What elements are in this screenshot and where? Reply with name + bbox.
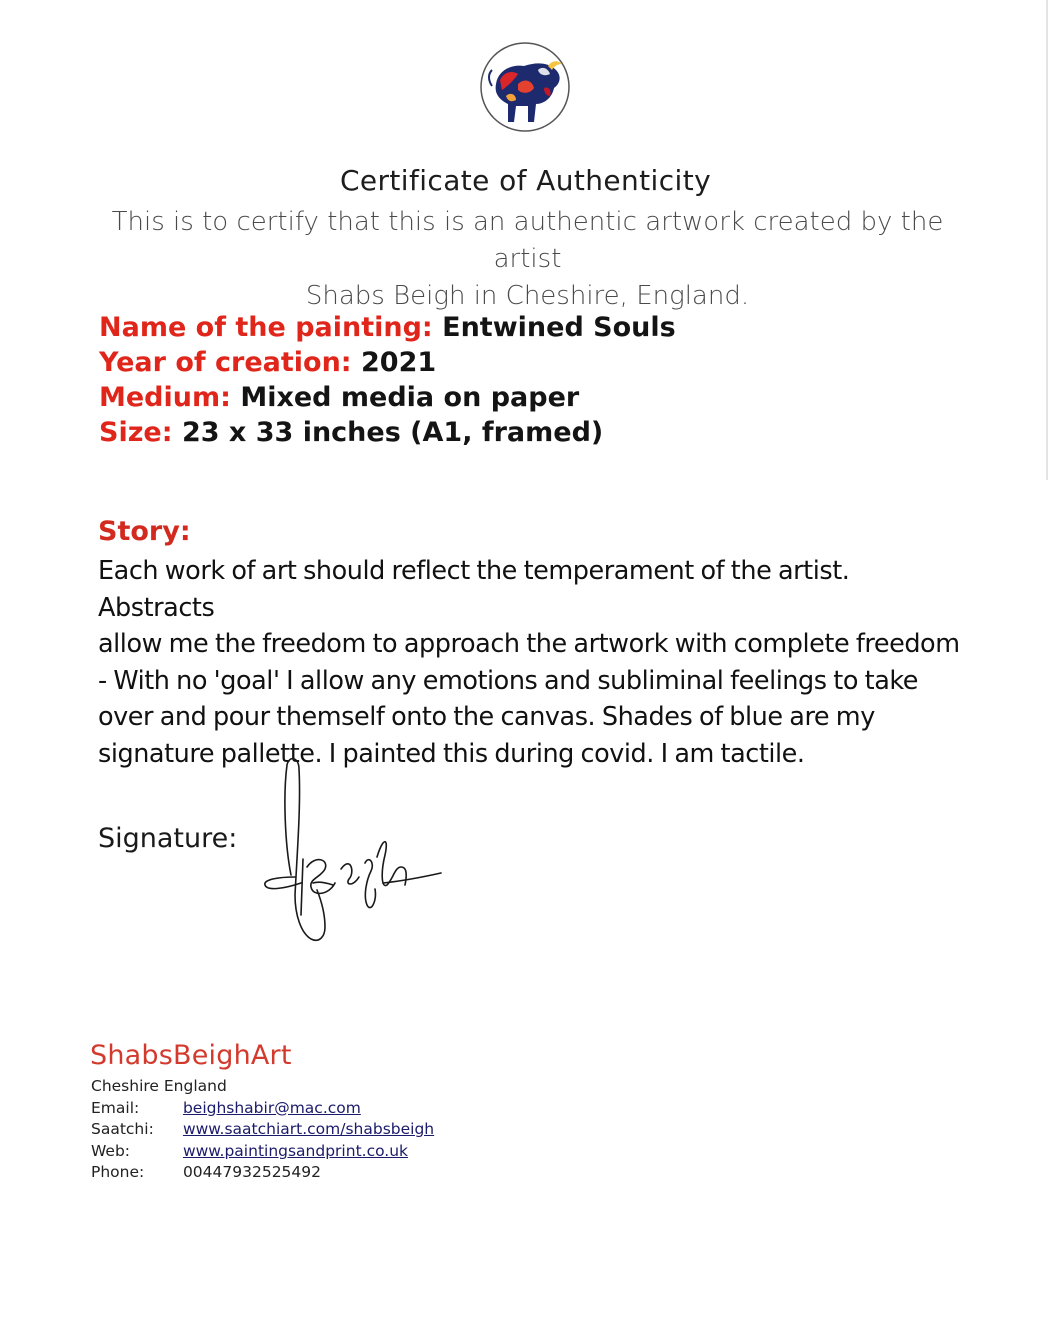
story-line: over and pour themself onto the canvas. Shades of blue are my (98, 702, 875, 733)
certificate-title: Certificate of Authenticity (339, 164, 712, 197)
story-label: Story: (98, 516, 191, 547)
intro-line: Shabs Beigh in Cheshire, England. (305, 281, 750, 311)
story-line: Each work of art should reflect the temperament of the artist. Abstracts (98, 556, 850, 623)
name-value: Entwined Souls (442, 312, 676, 343)
brand-name: ShabsBeighArt (90, 1040, 292, 1071)
bull-logo-icon (478, 40, 572, 134)
detail-row-name (99, 310, 676, 345)
certificate-intro (80, 204, 975, 315)
story-text (98, 553, 968, 773)
email-row (91, 1098, 434, 1120)
email-label: Email: (91, 1098, 140, 1117)
detail-row-year (99, 345, 676, 380)
email-link[interactable]: beighshabir@mac.com (182, 1098, 361, 1117)
location-line: Cheshire England (91, 1077, 227, 1095)
medium-value: Mixed media on paper (240, 382, 580, 413)
signature-label: Signature: (98, 823, 238, 854)
phone-value: 00447932525492 (182, 1163, 321, 1182)
story-line: - With no 'goal' I allow any emotions and subliminal feelings to take (98, 665, 919, 696)
phone-row (91, 1162, 434, 1184)
saatchi-row (91, 1119, 434, 1141)
contact-block (91, 1076, 434, 1184)
web-row (91, 1141, 434, 1163)
year-label: Year of creation: (99, 347, 352, 378)
saatchi-link[interactable]: www.saatchiart.com/shabsbeigh (182, 1120, 435, 1139)
story-line: signature pallette. I painted this during covid. I am tactile. (98, 738, 805, 769)
painting-details (99, 310, 676, 450)
size-value: 23 x 33 inches (A1, framed) (181, 417, 604, 448)
intro-line: This is to certify that this is an authentic artwork created by the artist (111, 207, 944, 274)
detail-row-medium (99, 380, 676, 415)
phone-label: Phone: (91, 1163, 145, 1182)
web-link[interactable]: www.paintingsandprint.co.uk (182, 1141, 409, 1160)
year-value: 2021 (361, 347, 437, 378)
medium-label: Medium: (99, 382, 231, 413)
size-label: Size: (99, 417, 173, 448)
web-label: Web: (91, 1141, 131, 1160)
saatchi-label: Saatchi: (91, 1120, 154, 1139)
detail-row-size (99, 415, 676, 450)
name-label: Name of the painting: (99, 312, 433, 343)
story-line: allow me the freedom to approach the artwork with complete freedom (98, 629, 960, 660)
page-edge-divider (1046, 0, 1048, 480)
handwritten-signature (255, 755, 450, 950)
